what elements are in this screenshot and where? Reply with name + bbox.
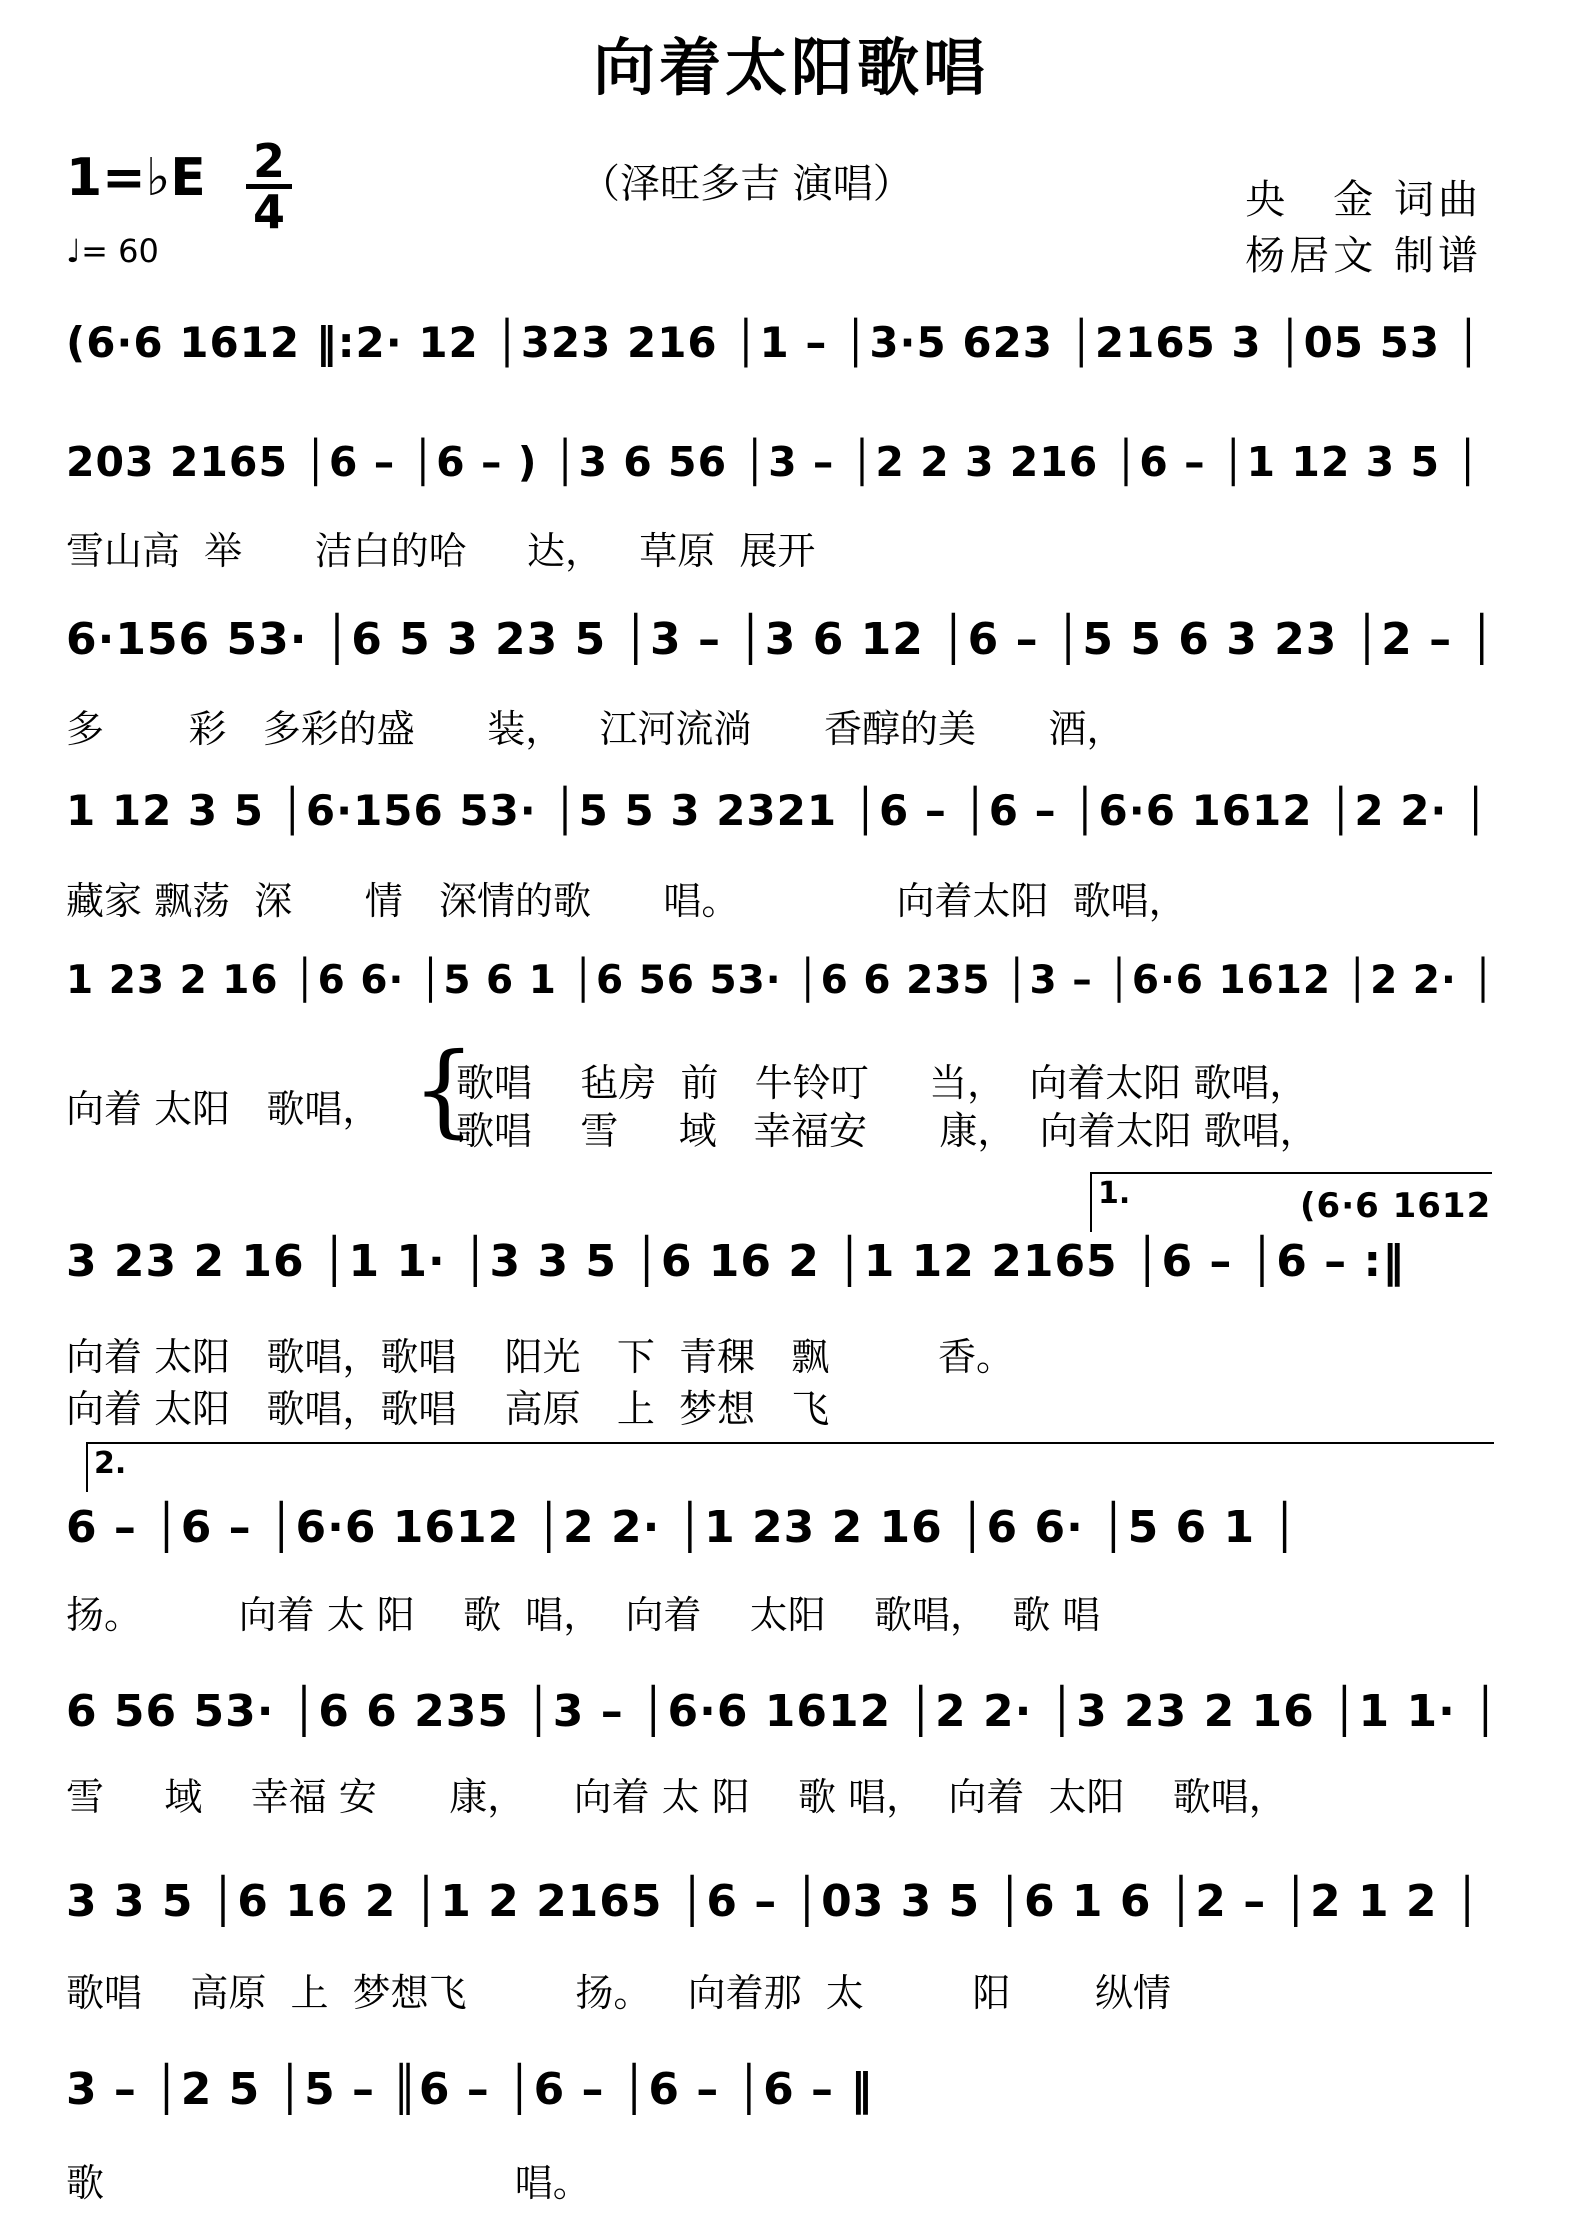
performer-credit: （泽旺多吉 演唱） bbox=[580, 161, 913, 207]
volta-2-bracket bbox=[86, 1442, 88, 1492]
volta-1-notes: (6·6 1612 bbox=[1300, 1186, 1492, 1226]
key-signature: 1=♭E bbox=[66, 148, 206, 208]
time-signature bbox=[246, 134, 292, 239]
staff-row-5 bbox=[66, 958, 1496, 1018]
notation-line: (6·6 1612 ‖:2· 12 │323 216 │1 – │3·5 623 │2165 3 │05 53 │ bbox=[66, 318, 1482, 367]
verse-brace: { bbox=[412, 1031, 476, 1148]
staff-row-7 bbox=[66, 1502, 1496, 1562]
song-title: 向着太阳歌唱 bbox=[592, 31, 989, 104]
lyric-line-verse-2: 歌唱 雪 域 幸福安 康， 向着太阳 歌唱， bbox=[456, 1109, 1318, 1153]
notation-line: 3 23 2 16 │1 1· │3 3 5 │6 16 2 │1 12 2165 │6 – │6 – :‖ bbox=[66, 1236, 1406, 1287]
lyric-line: 扬。 向着 太 阳 歌 唱， 向着 太阳 歌唱， 歌 唱 bbox=[66, 1593, 1101, 1637]
volta-1-label: 1. bbox=[1098, 1176, 1131, 1211]
volta-1-bracket bbox=[1090, 1172, 1092, 1232]
notation-line: 3 – │2 5 │5 – ║6 – │6 – │6 – │6 – ‖ bbox=[66, 2064, 874, 2115]
staff-row-8 bbox=[66, 1686, 1500, 1746]
notation-line: 1 12 3 5 │6·156 53· │5 5 3 2321 │6 – │6 – │6·6 1612 │2 2· │ bbox=[66, 786, 1490, 835]
lyric-line: 多 彩 多彩的盛 装， 江河流淌 香醇的美 酒， bbox=[66, 707, 1125, 751]
lyricist-composer: 央 金 词曲 bbox=[1245, 177, 1482, 223]
lyric-line-verse-1: 歌唱 毡房 前 牛铃叮 当， 向着太阳 歌唱， bbox=[456, 1061, 1308, 1105]
notation-line: 6 – │6 – │6·6 1612 │2 2· │1 23 2 16 │6 6· │5 6 1 │ bbox=[66, 1502, 1299, 1553]
volta-2-line bbox=[86, 1442, 1494, 1444]
notation-line: 203 2165 │6 – │6 – ) │3 6 56 │3 – │2 2 3 216 │6 – │1 12 3 5 │ bbox=[66, 438, 1481, 486]
staff-row-9 bbox=[66, 1876, 1496, 1936]
staff-row-3 bbox=[66, 614, 1496, 674]
staff-row-2 bbox=[66, 438, 1496, 498]
lyric-line: 雪山高 举 洁白的哈 达， 草原 展开 bbox=[66, 529, 816, 573]
tempo-marking: ♩= 60 bbox=[66, 232, 159, 270]
time-signature-bottom: 4 bbox=[252, 185, 285, 239]
lyric-line: 藏家 飘荡 深 情 深情的歌 唱。 向着太阳 歌唱， bbox=[66, 879, 1187, 923]
staff-row-4 bbox=[66, 786, 1496, 846]
lyric-line: 歌 唱。 bbox=[66, 2161, 591, 2205]
staff-row-6 bbox=[66, 1236, 1496, 1296]
volta-2-label: 2. bbox=[94, 1446, 127, 1481]
time-signature-top: 2 bbox=[252, 134, 285, 188]
staff-row-10 bbox=[66, 2064, 1496, 2124]
volta-1-line bbox=[1090, 1172, 1492, 1174]
arranger: 杨居文 制谱 bbox=[1245, 233, 1482, 279]
lyric-line-verse-1: 向着 太阳 歌唱，歌唱 阳光 下 青稞 飘 香。 bbox=[66, 1335, 1014, 1379]
staff-row-1 bbox=[66, 318, 1496, 378]
composer-credits bbox=[1245, 172, 1482, 284]
lyric-line: 向着 太阳 歌唱， bbox=[66, 1087, 381, 1131]
notation-line: 1 23 2 16 │6 6· │5 6 1 │6 56 53· │6 6 235 │3 – │6·6 1612 │2 2· │ bbox=[66, 958, 1496, 1003]
notation-line: 3 3 5 │6 16 2 │1 2 2165 │6 – │03 3 5 │6 1 6 │2 – │2 1 2 │ bbox=[66, 1876, 1482, 1927]
lyric-line: 歌唱 高原 上 梦想飞 扬。 向着那 太 阳 纵情 bbox=[66, 1971, 1172, 2015]
notation-line: 6·156 53· │6 5 3 23 5 │3 – │3 6 12 │6 – │5 5 6 3 23 │2 – │ bbox=[66, 614, 1496, 665]
lyric-line: 雪 域 幸福 安 康， 向着 太 阳 歌 唱， 向着 太阳 歌唱， bbox=[66, 1775, 1287, 1819]
lyric-line-verse-2: 向着 太阳 歌唱，歌唱 高原 上 梦想 飞 bbox=[66, 1387, 830, 1431]
notation-line: 6 56 53· │6 6 235 │3 – │6·6 1612 │2 2· │3 23 2 16 │1 1· │ bbox=[66, 1686, 1500, 1737]
